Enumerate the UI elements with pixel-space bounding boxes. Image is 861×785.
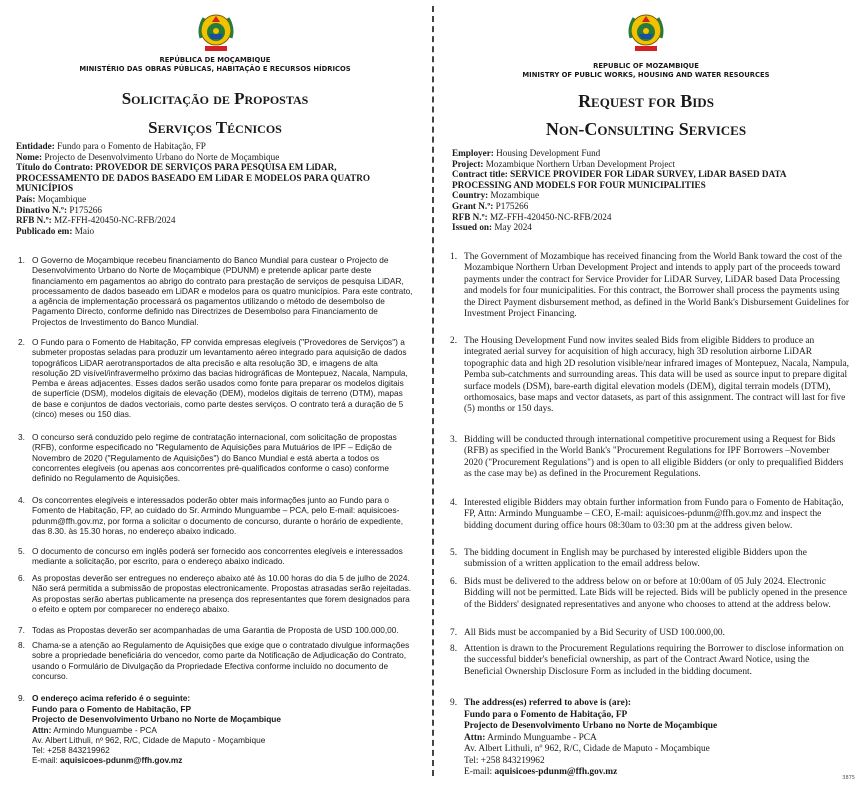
clause-text: The Housing Development Fund now invites sealed Bids from eligible Bidders to produce an integrated aerial survey for acquisition of high accuracy, high 3D resolution airborne LiDAR topographic data and high 2D resolution visible/near infrared images of Montepuez, Nacala, Nampula, Pemba sub-catchments and surrounding areas. This data will be used as source input to prepare digital surface models (DSM), bare-earth digital elevation models (DEM), digital terrain models (DTM), orthomosaics, base maps and vector datasets, as part of this assignment. The contract will last for five (5) months or 150 days. bbox=[464, 336, 850, 415]
clause-text: As propostas deverão ser entregues no endereço abaixo até às 10.00 horas do dia 5 de julho de 2024. Não será permitida a submissão de propostas electronicamente. Propostas atrasadas serão rejeitadas. As propostas serão abertas publicamente na presença dos representantes que forem designados para o efeito e optem por comparecer no endereço abaixo. bbox=[32, 573, 412, 614]
grant-value: P175266 bbox=[493, 200, 529, 211]
attn-value: Armindo Munguambe - PCA bbox=[51, 724, 157, 735]
attn-label: Attn: bbox=[32, 724, 52, 735]
clause-number: 3. bbox=[18, 432, 25, 442]
country-label: Country: bbox=[452, 190, 489, 201]
clause-number: 6. bbox=[450, 577, 458, 587]
clause-7 bbox=[18, 625, 414, 635]
address-line-1: Fundo para o Fomento de Habitação, FP bbox=[464, 710, 628, 720]
clause-4 bbox=[18, 495, 414, 536]
document-title: Solicitação de Propostas bbox=[121, 89, 309, 108]
document-title: Request for Bids bbox=[578, 91, 714, 111]
contract-details bbox=[16, 141, 420, 236]
project-label: Project: bbox=[452, 158, 484, 169]
clause-text: O endereço acima referido é o seguinte: bbox=[32, 693, 191, 703]
document-subtitle: Non-Consulting Services bbox=[545, 119, 747, 139]
clause-number: 8. bbox=[450, 644, 458, 654]
project-value: Mozambique Northern Urban Development Project bbox=[483, 158, 676, 169]
english-column bbox=[436, 0, 856, 785]
coat-of-arms-emblem bbox=[626, 8, 666, 54]
clause-number: 1. bbox=[18, 255, 25, 265]
rfb-label: RFB N.º: bbox=[452, 211, 488, 222]
clause-7 bbox=[450, 628, 850, 639]
contract-title-value: PROVEDOR DE SERVIÇOS PARA PESQUISA EM LiDAR, PROCESSAMENTO DE DADOS BASEADO EM LiDAR E MODELOS PARA QUATRO MUNICÍPIOS bbox=[16, 162, 371, 194]
clause-text: Todas as Propostas deverão ser acompanhadas de uma Garantia de Proposta de USD 100.000,00. bbox=[32, 625, 399, 635]
clause-number: 4. bbox=[18, 495, 25, 505]
clause-text: Chama-se a atenção ao Regulamento de Aquisições que exige que o contratado divulgue informações sobre a propriedade beneficiária do vencedor, como parte da Notificação de Adjudicação do Contrato, usando o Formulário de Divulgação da Propriedade Efectiva conforme incluído no documento de concurso. bbox=[32, 640, 410, 681]
grant-label: Dinativo N.º: bbox=[16, 204, 68, 215]
address-line-4: Av. Albert Lithuli, nº 962, R/C, Cidade de Maputo - Moçambique bbox=[32, 734, 266, 745]
address-line-2: Projecto de Desenvolvimento Urbano no Norte de Moçambique bbox=[464, 721, 718, 732]
clause-text: Attention is drawn to the Procurement Regulations requiring the Borrower to disclose information on the successful bidder's beneficial ownership, as part of the Contract Award Notice, using the Beneficial Ownership Disclosure Form as included in the bidding document. bbox=[464, 644, 844, 677]
employer-label: Employer: bbox=[452, 148, 494, 158]
clause-number: 2. bbox=[450, 336, 458, 346]
clause-number: 6. bbox=[18, 573, 25, 583]
clause-6 bbox=[18, 573, 414, 614]
entity-value: Fundo para o Fomento de Habitação, FP bbox=[54, 141, 206, 151]
portuguese-column bbox=[0, 0, 430, 785]
clause-text: The Government of Mozambique has received financing from the World Bank toward the cost of the Mozambique Northern Urban Development Project and intends to apply part of the proceeds toward payments under the contract for Service Provider for LiDAR Survey, LiDAR based Data Processing and models for four municipalities. For this contract, the Borrower shall process the payments using the Direct Payment disbursement method, as defined in the World Bank's Disbursement Guidelines for Investment Project Financing. bbox=[464, 252, 850, 320]
clause-5 bbox=[450, 548, 850, 571]
document-subtitle: Serviços Técnicos bbox=[148, 118, 282, 137]
clause-number: 5. bbox=[18, 546, 25, 556]
clause-9 bbox=[450, 698, 850, 709]
rfb-label: RFB N.º: bbox=[16, 215, 52, 226]
rfb-value: MZ-FFH-420450-NC-RFB/2024 bbox=[487, 211, 612, 222]
contract-title-label: Contract title: bbox=[452, 169, 508, 180]
country-value: Mozambique bbox=[488, 190, 540, 201]
clause-number: 2. bbox=[18, 337, 25, 347]
clause-8 bbox=[450, 644, 850, 678]
address-line-4: Av. Albert Lithuli, nº 962, R/C, Cidade de Maputo - Moçambique bbox=[464, 744, 710, 755]
clause-text: Interested eligible Bidders may obtain further information from Fundo para o Fomento de Habitação, FP, Attn: Armindo Munguambe – CEO, E-mail: aquisicoes-pdunm@ffh.gov.mz and inspect the bidding document during office hours 08:30am to 03:30 pm at the address given below. bbox=[464, 498, 844, 531]
contract-title-label: Título do Contrato: bbox=[16, 162, 94, 173]
clause-2 bbox=[450, 336, 850, 416]
clause-text: Bids must be delivered to the address below on or before at 10:00am of 05 July 2024. Electronic Bidding will not be permitted. Late Bids will be rejected. Bids will be publicly opened in the presence of the Bidders' designated representatives and anyone who chooses to attend at the address below. bbox=[464, 577, 847, 610]
clause-number: 1. bbox=[450, 252, 458, 262]
clause-list bbox=[450, 252, 850, 780]
issued-value: May 2024 bbox=[492, 222, 532, 233]
attn-value: Armindo Munguambe - PCA bbox=[485, 732, 597, 743]
country-heading: REPUBLIC OF MOZAMBIQUE bbox=[593, 62, 699, 70]
clause-2 bbox=[18, 337, 414, 419]
contract-title-value: SERVICE PROVIDER FOR LiDAR SURVEY, LiDAR BASED DATA PROCESSING AND MODELS FOR FOUR MUNICIPALITIES bbox=[452, 169, 787, 190]
clause-6 bbox=[450, 577, 850, 611]
country-value: Moçambique bbox=[35, 193, 87, 204]
clause-5 bbox=[18, 546, 414, 567]
address-line-1: Fundo para o Fomento de Habitação, FP bbox=[32, 704, 192, 714]
clause-text: The address(es) referred to above is (are): bbox=[464, 698, 631, 708]
clause-1 bbox=[18, 255, 414, 327]
column-divider bbox=[432, 6, 434, 776]
clause-text: The bidding document in English may be purchased by interested eligible Bidders upon the submission of a written application to the email address below. bbox=[464, 548, 807, 570]
clause-number: 9. bbox=[18, 693, 25, 703]
clause-text: Bidding will be conducted through international competitive procurement using a Request for Bids (RFB) as specified in the World Bank's "Procurement Regulations for IPF Borrowers –November 2020 ("Procurement Regulations") and is open to all eligible Bidders (or only to prequalified Bidders as the case may be) as defined in the Procurement Regulations. bbox=[464, 435, 844, 480]
ad-reference-number: 3875 bbox=[842, 775, 855, 781]
name-label: Nome: bbox=[16, 151, 43, 162]
entity-label: Entidade: bbox=[16, 141, 55, 151]
issued-label: Issued on: bbox=[452, 222, 493, 233]
clause-list bbox=[18, 255, 414, 775]
clause-text: O concurso será conduzido pelo regime de contratação internacional, com solicitação de propostas (RFB), conforme especificado no "Regulamento de Aquisições para Mutuários de IPF – Edição de Novembro de 2020 ("Regulamento de Aquisições") do Banco Mundial e está aberta a todos os concorrentes elegíveis (ou apenas aos concorrentes pré-qualificados conforme o caso) conforme definido no Regulamento de Aquisições. bbox=[32, 432, 397, 484]
published-label: Publicado em: bbox=[16, 225, 73, 236]
coat-of-arms-emblem bbox=[196, 8, 236, 54]
country-heading: REPÚBLICA DE MOÇAMBIQUE bbox=[159, 56, 271, 64]
clause-number: 7. bbox=[450, 628, 458, 638]
email-link[interactable]: aquisicoes-pdunm@ffh.gov.mz bbox=[494, 767, 618, 778]
email-label: E-mail: bbox=[32, 755, 61, 766]
name-value: Projecto de Desenvolvimento Urbano do Norte de Moçambique bbox=[42, 151, 280, 162]
contract-details bbox=[452, 148, 846, 233]
address-line-2: Projecto de Desenvolvimento Urbano no Norte de Moçambique bbox=[32, 714, 281, 725]
clause-text: All Bids must be accompanied by a Bid Security of USD 100.000,00. bbox=[464, 628, 725, 638]
clause-8 bbox=[18, 640, 414, 681]
grant-value: P175266 bbox=[67, 204, 102, 215]
employer-value: Housing Development Fund bbox=[493, 148, 601, 158]
address-block bbox=[18, 704, 414, 766]
clause-text: O documento de concurso em inglês poderá ser fornecido aos concorrentes elegíveis e interessados mediante a solicitação, por escrito, para o endereço abaixo indicado. bbox=[32, 546, 403, 567]
email-link[interactable]: aquisicoes-pdunm@ffh.gov.mz bbox=[60, 755, 183, 766]
clause-text: Os concorrentes elegíveis e interessados poderão obter mais informações junto ao Fundo para o Fomento de Habitação, FP, ao cuidado do Sr. Armindo Munguambe – PCA, pelo E-mail: aquisicoes-pdunm@ffh.gov.mz, por forma a solicitar o documento de concurso, durante o horário de expediente, das 8.30. às 15.30 horas, no endereço abaixo indicado. bbox=[32, 495, 404, 536]
clause-text: O Governo de Moçambique recebeu financiamento do Banco Mundial para custear o Projecto de Desenvolvimento Urbano do Norte de Moçambique (PDUNM) e pretende aplicar parte deste financiamento em pagamentos ao abrigo do contrato para prestação de serviços de pesquisa LiDAR, processamento de dados baseado em LiDAR e modelos para os quatro municípios. Para este contrato, a agência de implementação processará os pagamentos utilizando o método de desembolso de Pagamento Directo, conforme definido nas Directrizes de Desembolso para Financiamento de Projectos de Investimento do Banco Mundial. bbox=[32, 255, 413, 327]
phone: Tel: +258 843219962 bbox=[32, 745, 110, 756]
clause-number: 7. bbox=[18, 625, 25, 635]
clause-4 bbox=[450, 498, 850, 532]
clause-text: O Fundo para o Fomento de Habitação, FP convida empresas elegíveis ("Provedores de Serviços") a submeter propostas seladas para produzir um levantamento aéreo integrado para aquisição de dados topográficos LiDAR aerotransportados de alta precisão e alta resolução 3D, e imagens de alta resolução 2D visível/infravermelho próximo das bacias hidrográficas de Montepuez, Nacala, Nampula, Pemba e áreas adjacentes. Esses dados serão usados como fonte para preparar os modelos digitais de superfície (DSM), modelos digitais de elevação (DEM), modelos digitais de terreno (DTM), mapas de base e conjuntos de dados vectoriais, como parte destes serviços. O contrato terá a duração de 5 (cinco) meses ou 150 dias. bbox=[32, 337, 408, 420]
phone: Tel: +258 843219962 bbox=[464, 755, 545, 766]
clause-number: 4. bbox=[450, 498, 458, 508]
ministry-heading: MINISTRY OF PUBLIC WORKS, HOUSING AND WATER RESOURCES bbox=[522, 71, 770, 79]
attn-label: Attn: bbox=[464, 732, 486, 743]
clause-3 bbox=[18, 432, 414, 483]
published-value: Maio bbox=[72, 225, 95, 236]
address-block bbox=[450, 710, 850, 778]
clause-number: 9. bbox=[450, 698, 458, 708]
email-label: E-mail: bbox=[464, 767, 495, 778]
clause-3 bbox=[450, 435, 850, 481]
country-label: País: bbox=[16, 193, 36, 204]
clause-9 bbox=[18, 693, 414, 703]
clause-number: 3. bbox=[450, 435, 458, 445]
rfb-value: MZ-FFH-420450-NC-RFB/2024 bbox=[51, 215, 176, 226]
clause-number: 5. bbox=[450, 548, 458, 558]
ministry-heading: MINISTÉRIO DAS OBRAS PÚBLICAS, HABITAÇÃO E RECURSOS HÍDRICOS bbox=[79, 65, 351, 73]
clause-number: 8. bbox=[18, 640, 25, 650]
clause-1 bbox=[450, 252, 850, 320]
grant-label: Grant N.º: bbox=[452, 200, 494, 211]
